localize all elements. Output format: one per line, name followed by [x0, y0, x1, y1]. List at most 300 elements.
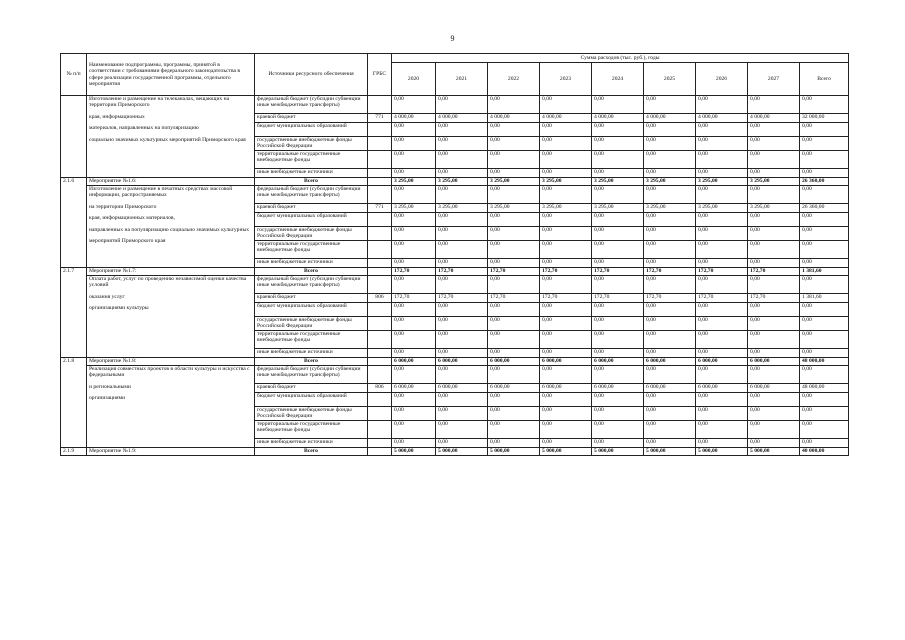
- table-row-total: [61, 448, 849, 456]
- amount-value: 0,00: [800, 349, 849, 358]
- amount-value: 0,00: [436, 439, 488, 448]
- amount-value: 4 000,00: [436, 114, 488, 123]
- grbs-code: [368, 421, 392, 439]
- amount-value: 0,00: [748, 213, 800, 227]
- amount-value: 0,00: [392, 331, 436, 349]
- amount-value: 0,00: [800, 331, 849, 349]
- grbs-code: [368, 259, 392, 268]
- source-name: территориальные государственные внебюджетные фонды: [255, 421, 368, 439]
- source-name: государственные внебюджетные фонды Российской Федерации: [255, 137, 368, 151]
- grbs-code: [368, 366, 392, 384]
- description-line: края, информационных: [89, 113, 145, 120]
- amount-value: 0,00: [644, 227, 696, 241]
- amount-value: 6 000,00: [540, 384, 592, 393]
- amount-value: 0,00: [696, 151, 748, 169]
- description-line: края, информационных материалов,: [89, 215, 175, 222]
- amount-value: 172,70: [540, 294, 592, 303]
- amount-value: 0,00: [488, 96, 540, 114]
- amount-value: 172,70: [488, 294, 540, 303]
- amount-value: 3 295,00: [488, 204, 540, 213]
- amount-value: 0,00: [592, 123, 644, 137]
- amount-value: 0,00: [488, 407, 540, 421]
- amount-value: 0,00: [800, 317, 849, 331]
- amount-value: 3 295,00: [696, 204, 748, 213]
- total-value: 172,70: [436, 268, 488, 276]
- amount-value: 0,00: [800, 151, 849, 169]
- amount-value: 0,00: [392, 349, 436, 358]
- source-name: краевой бюджет: [255, 114, 368, 123]
- year-header: 2023: [540, 63, 592, 96]
- source-name: государственные внебюджетные фонды Российской Федерации: [255, 317, 368, 331]
- total-value: 3 295,00: [644, 178, 696, 186]
- amount-value: 0,00: [592, 349, 644, 358]
- grbs-code: [368, 137, 392, 151]
- grbs-code: [368, 169, 392, 178]
- total-value: 5 000,00: [488, 448, 540, 456]
- source-name: бюджет муниципальных образований: [255, 303, 368, 317]
- amount-value: 0,00: [436, 151, 488, 169]
- total-value: 172,70: [488, 268, 540, 276]
- item-description: [87, 96, 255, 178]
- amount-value: 0,00: [748, 366, 800, 384]
- amount-value: 0,00: [436, 421, 488, 439]
- amount-value: 0,00: [488, 137, 540, 151]
- amount-value: 0,00: [540, 241, 592, 259]
- year-header: 2027: [748, 63, 800, 96]
- total-value: 5 000,00: [540, 448, 592, 456]
- amount-value: 0,00: [696, 421, 748, 439]
- amount-value: 0,00: [748, 331, 800, 349]
- total-value: 6 000,00: [488, 358, 540, 366]
- amount-value: 0,00: [592, 151, 644, 169]
- description-line: организациями: [89, 395, 126, 402]
- amount-value: 0,00: [540, 186, 592, 204]
- total-value: 6 000,00: [392, 358, 436, 366]
- amount-value: 0,00: [592, 439, 644, 448]
- amount-value: 0,00: [696, 439, 748, 448]
- amount-value: 0,00: [488, 259, 540, 268]
- amount-value: 0,00: [488, 331, 540, 349]
- amount-value: 0,00: [644, 349, 696, 358]
- description-line: Изготовление и размещение в печатных средствах массовой информации, распространяемых: [89, 186, 233, 199]
- amount-value: 0,00: [696, 123, 748, 137]
- amount-value: 0,00: [748, 241, 800, 259]
- amount-value: 4 000,00: [644, 114, 696, 123]
- grbs-code: 771: [368, 204, 392, 213]
- table-row-total: [61, 178, 849, 186]
- amount-value: 0,00: [592, 186, 644, 204]
- amount-value: 0,00: [392, 186, 436, 204]
- amount-value: 0,00: [540, 331, 592, 349]
- amount-value: 4 000,00: [748, 114, 800, 123]
- total-value: 5 000,00: [696, 448, 748, 456]
- amount-value: 0,00: [392, 96, 436, 114]
- amount-value: 0,00: [748, 169, 800, 178]
- amount-value: 0,00: [800, 96, 849, 114]
- description-line: на территории Приморского: [89, 203, 157, 210]
- amount-value: 0,00: [644, 393, 696, 407]
- total-label: Всего: [255, 358, 368, 366]
- amount-value: 1 381,60: [800, 294, 849, 303]
- amount-value: 0,00: [800, 407, 849, 421]
- amount-value: 0,00: [800, 303, 849, 317]
- description-line: направленных на популяризацию социально значимых культурных: [89, 226, 250, 233]
- amount-value: 0,00: [488, 123, 540, 137]
- amount-value: 0,00: [800, 439, 849, 448]
- amount-value: 0,00: [644, 303, 696, 317]
- header-source: Источники ресурсного обеспечения: [255, 54, 368, 96]
- source-name: иные внебюджетные источники: [255, 169, 368, 178]
- amount-value: 0,00: [644, 407, 696, 421]
- grbs-code: 806: [368, 384, 392, 393]
- amount-value: 6 000,00: [392, 384, 436, 393]
- amount-value: 0,00: [748, 123, 800, 137]
- amount-value: 0,00: [800, 186, 849, 204]
- grbs-cell: [368, 358, 392, 366]
- amount-value: 0,00: [696, 227, 748, 241]
- header-num: № п/п: [61, 54, 87, 96]
- amount-value: 0,00: [488, 241, 540, 259]
- total-value: 172,70: [696, 268, 748, 276]
- grbs-code: [368, 407, 392, 421]
- amount-value: 172,70: [644, 294, 696, 303]
- amount-value: 0,00: [488, 151, 540, 169]
- total-label: Всего: [255, 178, 368, 186]
- total-value: 3 295,00: [748, 178, 800, 186]
- amount-value: 0,00: [644, 151, 696, 169]
- amount-value: 0,00: [696, 186, 748, 204]
- source-name: иные внебюджетные источники: [255, 439, 368, 448]
- amount-value: 0,00: [540, 366, 592, 384]
- amount-value: 0,00: [436, 137, 488, 151]
- description-line: материалов, направленных на популяризацию: [89, 125, 199, 132]
- amount-value: 0,00: [392, 241, 436, 259]
- source-name: федеральный бюджет (субсидии субвенции иные межбюджетные трансферты): [255, 276, 368, 294]
- total-value: 172,70: [644, 268, 696, 276]
- total-label: Всего: [255, 268, 368, 276]
- total-value: 5 000,00: [392, 448, 436, 456]
- amount-value: 0,00: [592, 366, 644, 384]
- amount-value: 172,70: [696, 294, 748, 303]
- total-value: 172,70: [392, 268, 436, 276]
- amount-value: 0,00: [644, 186, 696, 204]
- source-name: государственные внебюджетные фонды Российской Федерации: [255, 227, 368, 241]
- amount-value: 0,00: [488, 439, 540, 448]
- item-title: Мероприятие №1.9:: [87, 448, 255, 456]
- amount-value: 0,00: [592, 137, 644, 151]
- item-number: 2.1.8: [61, 358, 87, 448]
- amount-value: 3 295,00: [540, 204, 592, 213]
- table-row: [61, 96, 849, 114]
- amount-value: 172,70: [592, 294, 644, 303]
- amount-value: 0,00: [644, 169, 696, 178]
- description-line: социально значимых культурных мероприятий Приморского края: [89, 136, 246, 143]
- item-description: [87, 186, 255, 268]
- grbs-code: [368, 439, 392, 448]
- amount-value: 0,00: [644, 331, 696, 349]
- amount-value: 0,00: [644, 241, 696, 259]
- total-value: 3 295,00: [436, 178, 488, 186]
- amount-value: 0,00: [592, 213, 644, 227]
- amount-value: 0,00: [540, 213, 592, 227]
- grbs-code: 806: [368, 294, 392, 303]
- amount-value: 0,00: [696, 96, 748, 114]
- amount-value: 0,00: [540, 96, 592, 114]
- total-value: 5 000,00: [748, 448, 800, 456]
- amount-value: 4 000,00: [696, 114, 748, 123]
- source-name: федеральный бюджет (субсидии субвенции иные межбюджетные трансферты): [255, 96, 368, 114]
- header-grbs: ГРБС: [368, 54, 392, 96]
- amount-value: 0,00: [592, 303, 644, 317]
- grbs-code: [368, 303, 392, 317]
- grbs-code: [368, 123, 392, 137]
- amount-value: 0,00: [540, 407, 592, 421]
- source-name: территориальные государственные внебюджетные фонды: [255, 241, 368, 259]
- amount-value: 0,00: [592, 317, 644, 331]
- amount-value: 0,00: [696, 303, 748, 317]
- total-label: Всего: [255, 448, 368, 456]
- amount-value: 0,00: [436, 123, 488, 137]
- source-name: иные внебюджетные источники: [255, 349, 368, 358]
- amount-value: 0,00: [436, 349, 488, 358]
- total-value: 3 295,00: [540, 178, 592, 186]
- amount-value: 0,00: [392, 393, 436, 407]
- amount-value: 0,00: [392, 317, 436, 331]
- item-number: 2.1.6: [61, 178, 87, 268]
- amount-value: 4 000,00: [392, 114, 436, 123]
- amount-value: 0,00: [800, 123, 849, 137]
- item-description: [87, 276, 255, 358]
- amount-value: 0,00: [748, 259, 800, 268]
- description-line: оказания услуг: [89, 293, 125, 300]
- amount-value: 0,00: [540, 123, 592, 137]
- year-header: 2025: [644, 63, 696, 96]
- amount-value: 0,00: [488, 421, 540, 439]
- amount-value: 172,70: [748, 294, 800, 303]
- amount-value: 0,00: [436, 186, 488, 204]
- amount-value: 48 000,00: [800, 384, 849, 393]
- source-name: краевой бюджет: [255, 384, 368, 393]
- source-name: территориальные государственные внебюджетные фонды: [255, 331, 368, 349]
- source-name: краевой бюджет: [255, 294, 368, 303]
- amount-value: 3 295,00: [644, 204, 696, 213]
- amount-value: 0,00: [436, 241, 488, 259]
- description-line: организациями культуры: [89, 305, 149, 312]
- amount-value: 0,00: [392, 439, 436, 448]
- amount-value: 0,00: [392, 151, 436, 169]
- grbs-code: [368, 317, 392, 331]
- description-line: и региональными: [89, 383, 131, 390]
- amount-value: 0,00: [644, 96, 696, 114]
- amount-value: 6 000,00: [696, 384, 748, 393]
- amount-value: 0,00: [748, 303, 800, 317]
- source-name: федеральный бюджет (субсидии субвенции иные межбюджетные трансферты): [255, 366, 368, 384]
- amount-value: 0,00: [748, 421, 800, 439]
- amount-value: 0,00: [696, 241, 748, 259]
- amount-value: 0,00: [540, 137, 592, 151]
- amount-value: 0,00: [592, 241, 644, 259]
- header-name: Наименование подпрограммы, программы, принятой в соответствии с требованиями федерального законодательства в сфере реализации государственной программы, отдельного мероприятия: [87, 54, 255, 96]
- amount-value: 0,00: [392, 276, 436, 294]
- amount-value: 0,00: [644, 213, 696, 227]
- total-value: 26 360,00: [800, 178, 849, 186]
- total-value: 48 000,00: [800, 358, 849, 366]
- source-name: федеральный бюджет (субсидии субвенции иные межбюджетные трансферты): [255, 186, 368, 204]
- total-value: 6 000,00: [592, 358, 644, 366]
- grbs-code: [368, 276, 392, 294]
- amount-value: 3 295,00: [392, 204, 436, 213]
- amount-value: 4 000,00: [488, 114, 540, 123]
- grbs-code: [368, 96, 392, 114]
- amount-value: 0,00: [392, 366, 436, 384]
- amount-value: 0,00: [696, 407, 748, 421]
- amount-value: 0,00: [748, 96, 800, 114]
- amount-value: 0,00: [800, 393, 849, 407]
- amount-value: 0,00: [592, 169, 644, 178]
- amount-value: 0,00: [696, 137, 748, 151]
- total-value: 40 000,00: [800, 448, 849, 456]
- source-name: бюджет муниципальных образований: [255, 393, 368, 407]
- total-value: 5 000,00: [592, 448, 644, 456]
- amount-value: 0,00: [748, 439, 800, 448]
- amount-value: 0,00: [392, 169, 436, 178]
- amount-value: 0,00: [392, 137, 436, 151]
- total-value: 6 000,00: [748, 358, 800, 366]
- amount-value: 0,00: [696, 349, 748, 358]
- amount-value: 0,00: [800, 137, 849, 151]
- amount-value: 0,00: [592, 393, 644, 407]
- amount-value: 0,00: [436, 331, 488, 349]
- amount-value: 0,00: [436, 393, 488, 407]
- amount-value: 0,00: [592, 421, 644, 439]
- year-header: Всего: [800, 63, 849, 96]
- total-value: 5 000,00: [436, 448, 488, 456]
- amount-value: 0,00: [592, 407, 644, 421]
- amount-value: 0,00: [800, 421, 849, 439]
- amount-value: 0,00: [392, 259, 436, 268]
- amount-value: 0,00: [748, 349, 800, 358]
- amount-value: 0,00: [696, 213, 748, 227]
- amount-value: 0,00: [436, 317, 488, 331]
- amount-value: 0,00: [644, 137, 696, 151]
- amount-value: 0,00: [748, 393, 800, 407]
- item-title: Мероприятие №1.6:: [87, 178, 255, 186]
- grbs-code: [368, 393, 392, 407]
- amount-value: 0,00: [540, 151, 592, 169]
- grbs-cell: [368, 448, 392, 456]
- header-sum-title: Сумма расходов (тыс. руб.), годы: [392, 54, 849, 63]
- amount-value: 3 295,00: [748, 204, 800, 213]
- amount-value: 6 000,00: [436, 384, 488, 393]
- amount-value: 0,00: [592, 276, 644, 294]
- year-header: 2024: [592, 63, 644, 96]
- table-row-total: [61, 268, 849, 276]
- grbs-code: [368, 349, 392, 358]
- amount-value: 0,00: [436, 169, 488, 178]
- amount-value: 0,00: [436, 213, 488, 227]
- grbs-code: [368, 331, 392, 349]
- amount-value: 0,00: [592, 96, 644, 114]
- expenses-table: [60, 53, 849, 456]
- amount-value: 0,00: [436, 259, 488, 268]
- amount-value: 0,00: [392, 303, 436, 317]
- page-number: 9: [450, 34, 455, 43]
- amount-value: 0,00: [540, 303, 592, 317]
- amount-value: 0,00: [696, 259, 748, 268]
- grbs-cell: [368, 268, 392, 276]
- amount-value: 0,00: [488, 213, 540, 227]
- amount-value: 0,00: [592, 227, 644, 241]
- amount-value: 0,00: [488, 393, 540, 407]
- amount-value: 0,00: [748, 151, 800, 169]
- source-name: территориальные государственные внебюджетные фонды: [255, 151, 368, 169]
- amount-value: 0,00: [644, 276, 696, 294]
- amount-value: 4 000,00: [540, 114, 592, 123]
- amount-value: 0,00: [644, 317, 696, 331]
- amount-value: 3 295,00: [436, 204, 488, 213]
- year-header: 2022: [488, 63, 540, 96]
- amount-value: 26 360,00: [800, 204, 849, 213]
- amount-value: 0,00: [644, 259, 696, 268]
- item-description: [87, 366, 255, 448]
- amount-value: 6 000,00: [644, 384, 696, 393]
- amount-value: 0,00: [436, 407, 488, 421]
- table-row: [61, 186, 849, 204]
- table-row: [61, 366, 849, 384]
- amount-value: 0,00: [696, 169, 748, 178]
- total-value: 3 295,00: [488, 178, 540, 186]
- amount-value: 0,00: [436, 303, 488, 317]
- amount-value: 0,00: [696, 276, 748, 294]
- total-value: 6 000,00: [644, 358, 696, 366]
- amount-value: 0,00: [540, 317, 592, 331]
- amount-value: 0,00: [488, 276, 540, 294]
- amount-value: 0,00: [488, 317, 540, 331]
- amount-value: 0,00: [488, 227, 540, 241]
- amount-value: 0,00: [800, 227, 849, 241]
- total-value: 3 295,00: [696, 178, 748, 186]
- amount-value: 0,00: [644, 366, 696, 384]
- amount-value: 0,00: [540, 349, 592, 358]
- amount-value: 0,00: [540, 259, 592, 268]
- item-number: 2.1.7: [61, 268, 87, 358]
- total-value: 6 000,00: [540, 358, 592, 366]
- amount-value: 0,00: [436, 366, 488, 384]
- amount-value: 3 295,00: [592, 204, 644, 213]
- amount-value: 0,00: [748, 317, 800, 331]
- total-value: 1 381,60: [800, 268, 849, 276]
- amount-value: 0,00: [800, 276, 849, 294]
- amount-value: 0,00: [800, 169, 849, 178]
- description-line: Реализация совместных проектов в области культуры и искусства с федеральными: [89, 366, 250, 379]
- item-title: Мероприятие №1.7:: [87, 268, 255, 276]
- amount-value: 0,00: [696, 393, 748, 407]
- total-value: 6 000,00: [696, 358, 748, 366]
- total-value: 172,70: [540, 268, 592, 276]
- source-name: иные внебюджетные источники: [255, 259, 368, 268]
- item-number: [61, 96, 87, 178]
- amount-value: 0,00: [748, 407, 800, 421]
- amount-value: 0,00: [592, 331, 644, 349]
- amount-value: 6 000,00: [488, 384, 540, 393]
- amount-value: 0,00: [488, 169, 540, 178]
- year-header: 2020: [392, 63, 436, 96]
- amount-value: 0,00: [392, 227, 436, 241]
- amount-value: 0,00: [748, 227, 800, 241]
- amount-value: 0,00: [644, 439, 696, 448]
- description-line: Изготовление и размещение на телеканалах, вещающих на территории Приморского: [89, 96, 230, 109]
- amount-value: 0,00: [488, 303, 540, 317]
